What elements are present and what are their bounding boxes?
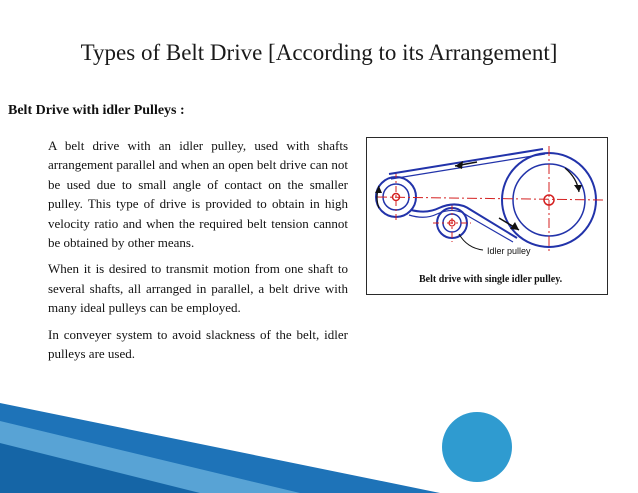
figure-caption: Belt drive with single idler pulley.: [419, 274, 563, 285]
belt-drive-figure: [366, 137, 608, 295]
arrow-large-pulley-head: [574, 185, 582, 192]
section-heading: Belt Drive with idler Pulleys :: [8, 103, 185, 118]
slide-title: Types of Belt Drive [According to its Arrangement]: [80, 40, 558, 65]
paragraph-3: In conveyer system to avoid slackness of the belt, idler pulleys are used.: [48, 326, 348, 362]
body-text: [48, 136, 348, 370]
paragraph-1: A belt drive with an idler pulley, used with shafts arrangement parallel and when an open belt drive can not be used due to small angle of contact on the smaller pulley. This type of drive is provided to obtain in high velocity ratio and when the required belt tension cannot be obtained by other means.: [48, 138, 348, 251]
belt-upper: [389, 149, 543, 174]
decorative-circle: [442, 412, 512, 482]
paragraph-2: When it is desired to transmit motion from one shaft to several shafts, all arranged in parallel, a belt drive with many ideal pulleys can be employed.: [48, 261, 348, 316]
idler-leader-line: [459, 234, 483, 250]
corner-decoration: [0, 403, 440, 493]
idler-pulley-label: Idler pulley: [487, 246, 531, 256]
belt-drive-diagram: [367, 138, 607, 294]
arrow-small-pulley-head: [375, 186, 382, 193]
center-line-1: [377, 197, 603, 200]
